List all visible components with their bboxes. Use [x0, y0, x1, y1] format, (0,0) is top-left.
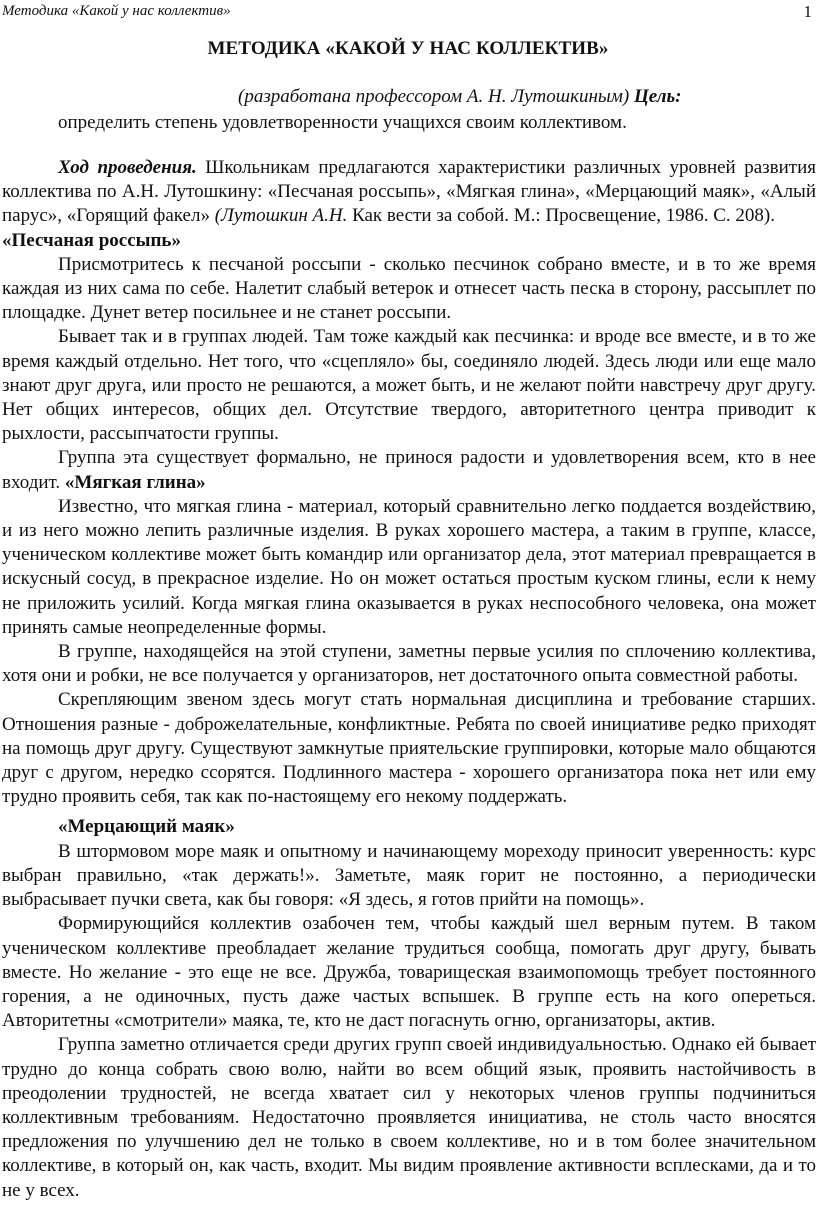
beacon-paragraph-2: Формирующийся коллектив озабочен тем, чтобы каждый шел верным путем. В таком ученическом коллективе преобладает желание трудиться сообща, помогать друг другу, бывать вместе. Но желание - это еще не все. Дружба, товарищеская взаимопомощь требует постоянного горения, а не одиночных, пусть даже частых вспышек. В группе есть на кого опереться. Авторитетны «смотрители» маяка, те, кто не даст погаснуть огню, организаторы, актив. — [2, 913, 816, 1032]
document-body — [2, 156, 816, 1203]
goal-text: определить степень удовлетворенности учащихся своим коллективом. — [58, 112, 627, 133]
clay-paragraph-1: Известно, что мягкая глина - материал, который сравнительно легко поддается воздействию, и из него можно лепить различные изделия. В руках хорошего мастера, а таким в группе, классе, ученическом коллективе может быть командир или организатор дела, этот материал превращается в искусный сосуд, в прекрасное изделие. Но он может остаться простым куском глины, если к нему не приложить усилий. Когда мягкая глина оказывается в руках неспособного человека, она может принять самые неопределенные формы. — [2, 495, 816, 638]
reference-rest: Как вести за собой. М.: Просвещение, 1986. С. 208). — [352, 205, 775, 227]
running-title: Методика «Какой у нас коллектив» — [2, 3, 231, 19]
section-heading-sand: «Песчаная россыпь» — [2, 229, 181, 251]
sand-paragraph-1: Присмотритесь к песчаной россыпи - сколько песчинок собрано вместе, и в то же время каждая из них сама по себе. Налетит слабый ветерок и отнесет часть песка в сторону, рассыплет по площадке. Дунет ветер посильнее и не станет россыпи. — [2, 253, 816, 324]
sand-paragraph-3-text: Группа эта существует формально, не принося радости и удовлетворения всем, кто в нее входит. — [2, 447, 816, 493]
clay-paragraph-2: В группе, находящейся на этой ступени, заметны первые усилия по сплочению коллектива, хотя они и робки, не все получается у организаторов, нет достаточного опыта совместной работы. — [2, 641, 816, 687]
sand-paragraph-3 — [2, 446, 816, 494]
section-heading-beacon: «Мерцающий маяк» — [58, 816, 235, 838]
author-credit: (разработана профессором А. Н. Лутошкиным) — [238, 86, 630, 107]
clay-paragraph-3: Скрепляющим звеном здесь могут стать нормальная дисциплина и требование старших. Отношения разные - доброжелательные, конфликтные. Ребята по своей инициативе редко приходят на помощь друг другу. Существуют замкнутые приятельские группировки, которые мало общаются друг с другом, нередко ссорятся. Подлинного мастера - хорошего организатора пока нет или ему трудно проявить себя, так как по-настоящему его некому поддержать. — [2, 689, 816, 808]
beacon-paragraph-3: Группа заметно отличается среди других групп своей индивидуальностью. Однако ей бывает трудно до конца собрать свою волю, найти во всем общий язык, проявить настойчивость в преодолении трудностей, не всегда хватает сил у некоторых членов группы подчиниться коллективным требованиям. Недостаточно проявляется инициатива, не столь часто вносятся предложения по улучшению дел не только в своем коллективе, но и в том более значительном коллективе, в который он, как часть, входит. Мы видим проявление активности всплесками, да и то не у всех. — [2, 1034, 816, 1201]
intro-text: Школьникам предлагаются характеристики различных уровней развития коллектива по А.Н. Лутошкину: «Песчаная россыпь», «Мягкая глина», «Мерцающий маяк», «Алый парус», «Горящий факел» — [2, 157, 816, 227]
beacon-paragraph-1: В штормовом море маяк и опытному и начинающему мореходу приносит уверенность: курс выбран правильно, «так держать!». Заметьте, маяк горит не постоянно, а периодически выбрасывает пучки света, как бы говоря: «Я здесь, я готов прийти на помощь». — [2, 840, 816, 911]
intro-paragraph — [2, 156, 816, 229]
sand-paragraph-2: Бывает так и в группах людей. Там тоже каждый как песчинка: и вроде все вместе, и в то же время каждый отдельно. Нет того, что «сцепляло» бы, соединяло людей. Здесь люди или еще мало знают друг друга, или просто не решаются, а может быть, и не желают пойти навстречу друг другу. Нет общих интересов, общих дел. Отсутствие твердого, авторитетного центра приводит к рыхлости, рассыпчатости группы. — [2, 326, 816, 445]
goal-label: Цель: — [633, 86, 682, 107]
section-heading-clay: «Мягкая глина» — [64, 471, 206, 493]
page-number: 1 — [803, 2, 812, 21]
document-title: МЕТОДИКА «КАКОЙ У НАС КОЛЛЕКТИВ» — [207, 38, 609, 59]
reference-author: (Лутошкин А.Н. — [214, 205, 348, 227]
author-line — [238, 86, 681, 108]
running-header — [0, 0, 816, 30]
procedure-label: Ход проведения. — [58, 157, 197, 178]
